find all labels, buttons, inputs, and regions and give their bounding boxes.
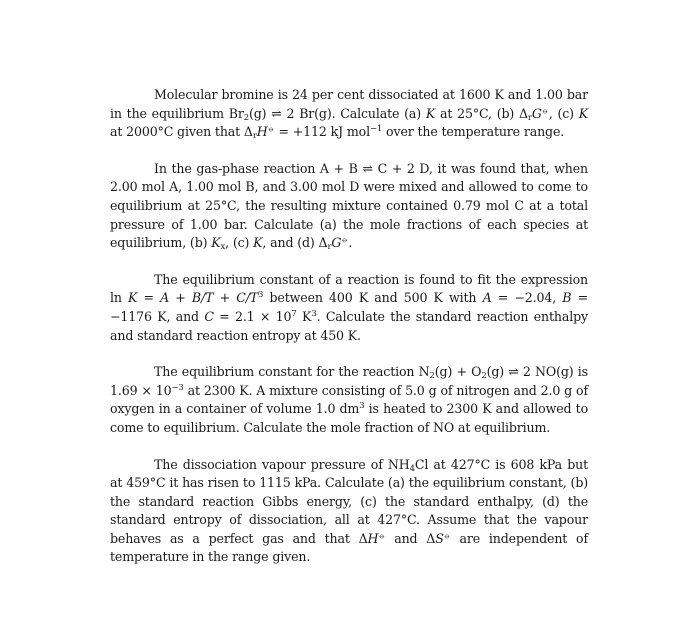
superscript: 3	[311, 308, 317, 319]
subscript: x	[220, 242, 226, 253]
superscript: ⦵	[541, 105, 549, 116]
italic-symbol: H	[256, 124, 268, 140]
superscript: −1	[369, 124, 383, 135]
text-run: The equilibrium constant of a reaction is found to fit the expression ln	[110, 271, 588, 306]
italic-symbol: A	[160, 290, 170, 306]
text-run: In the gas-phase reaction A + B ⇌ C + 2 D, it was found that, when 2.00 mol A, 1.00 mol B, and 3.00 mol D were mixed and allowed to come to equilibrium at 25°C, the resulting mixture contained 0.79 mol C at a total pressure of 1.00 bar. Calculate (a) the mole fractions of each species at equilibrium, (b)	[110, 160, 588, 251]
text-run: , (c)	[548, 105, 579, 121]
italic-symbol: K	[425, 105, 436, 121]
superscript: ⦵	[443, 530, 451, 541]
text-run: (g) + O	[434, 364, 482, 380]
subscript: 2	[481, 371, 487, 382]
superscript: ⦵	[341, 235, 349, 246]
superscript: ⦵	[267, 124, 275, 135]
text-run: , (c)	[225, 235, 254, 251]
italic-symbol: A	[482, 290, 492, 306]
superscript: 3	[359, 401, 365, 412]
text-run: =	[137, 290, 161, 306]
problem-1	[110, 86, 588, 142]
subscript: 4	[409, 463, 415, 474]
italic-symbol: C/T	[236, 290, 259, 306]
text-run: (g) ⇌ 2 NO(g) is 1.69 × 10	[110, 364, 588, 398]
superscript: 3	[258, 290, 264, 301]
problem-4	[110, 363, 588, 437]
text-run: K	[296, 308, 312, 324]
text-run: The equilibrium constant for the reaction N	[154, 364, 430, 380]
text-run: (g) ⇌ 2 Br(g). Calculate (a)	[248, 105, 426, 121]
text-run: = +112 kJ mol	[274, 124, 370, 140]
italic-symbol: K	[578, 105, 588, 121]
text-run: at 2000°C given that Δ	[110, 124, 253, 140]
problem-5	[110, 456, 588, 568]
problem-2	[110, 160, 588, 253]
text-run: The dissociation vapour pressure of NH	[154, 456, 410, 472]
superscript: ⦵	[378, 530, 386, 541]
text-run: +	[213, 290, 237, 306]
italic-symbol: B/T	[191, 290, 214, 306]
text-run: at 2300 K. A mixture consisting of 5.0 g of nitrogen and 2.0 g of oxygen in a container of volume 1.0 dm	[110, 382, 588, 417]
subscript: r	[527, 112, 532, 123]
superscript: −3	[171, 382, 184, 393]
text-run: between 400 K and 500 K with	[263, 290, 483, 306]
text-run: at 25°C, (b) Δ	[435, 105, 528, 121]
subscript: r	[327, 242, 332, 253]
text-run: = −2.04,	[491, 290, 563, 306]
subscript: 2	[243, 112, 249, 123]
text-run: = −1176 K, and	[110, 290, 589, 324]
text-run: is heated to 2300 K and allowed to come to equilibrium. Calculate the mole fraction of NO at equilibrium.	[110, 401, 588, 435]
italic-symbol: H	[367, 530, 379, 546]
italic-symbol: B	[562, 290, 572, 306]
text-run: .	[348, 235, 353, 251]
text-run: are independent of temperature in the range given.	[110, 530, 588, 565]
italic-symbol: K	[211, 235, 221, 251]
italic-symbol: S	[435, 530, 444, 546]
italic-symbol: K	[253, 235, 263, 251]
text-run: , and (d) Δ	[262, 235, 328, 251]
text-run: Cl at 427°C is 608 kPa but at 459°C it has risen to 1115 kPa. Calculate (a) the equilibrium constant, (b) the standard reaction Gibbs energy, (c) the standard enthalpy, (d) the standard entropy of dissociation, all at 427°C. Assume that the vapour behaves as a perfect gas and that Δ	[110, 456, 589, 546]
text-run: . Calculate the standard reaction enthalpy and standard reaction entropy at 450 K.	[110, 308, 588, 343]
italic-symbol: K	[128, 290, 138, 306]
text-run: over the temperature range.	[382, 124, 565, 140]
text-run: = 2.1 × 10	[213, 308, 292, 324]
subscript: 2	[429, 371, 435, 382]
italic-symbol: G	[331, 235, 342, 251]
italic-symbol: G	[531, 105, 542, 121]
subscript: r	[252, 131, 257, 142]
text-run: +	[169, 290, 192, 306]
problem-3	[110, 271, 588, 345]
italic-symbol: C	[204, 308, 214, 324]
superscript: 7	[291, 308, 297, 319]
text-run: and Δ	[385, 530, 436, 546]
text-run: Molecular bromine is 24 per cent dissociated at 1600 K and 1.00 bar in the equilibrium Br	[110, 87, 588, 121]
